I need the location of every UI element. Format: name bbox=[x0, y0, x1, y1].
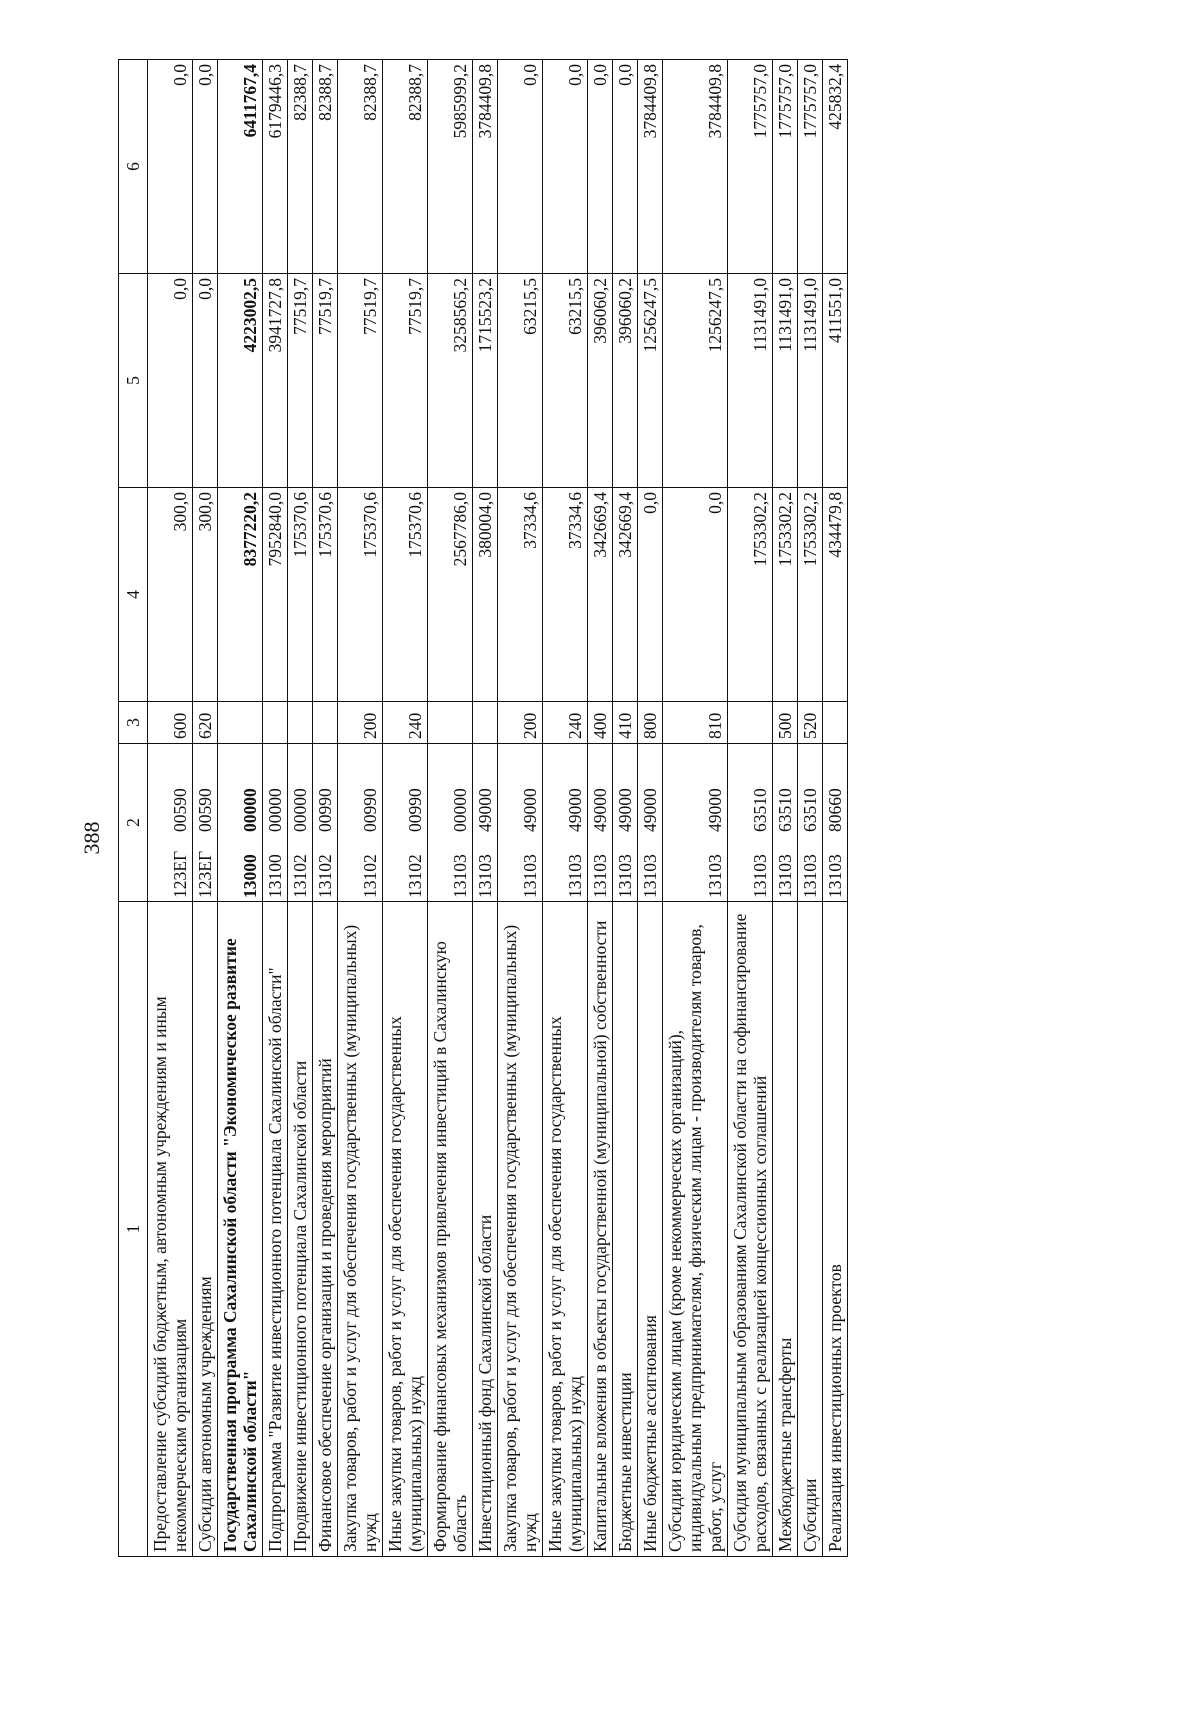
row-code-cell bbox=[543, 744, 588, 902]
row-value-col6: 3784409,8 bbox=[473, 60, 498, 274]
row-name-cell: Закупка товаров, работ и услуг для обеспечения государственных (муниципальных) нужд bbox=[498, 902, 543, 1557]
row-value-col5: 4223002,5 bbox=[218, 274, 263, 488]
row-value-col4: 175370,6 bbox=[313, 488, 338, 702]
row-code-cell bbox=[263, 744, 288, 902]
rotated-table-container bbox=[118, 60, 1078, 1557]
table-row bbox=[263, 60, 288, 1557]
row-value-col6: 0,0 bbox=[148, 60, 193, 274]
table-body bbox=[119, 60, 848, 1557]
code-part-b: 00590 bbox=[195, 788, 215, 832]
row-value-col6: 3784409,8 bbox=[663, 60, 728, 274]
row-code-cell bbox=[428, 744, 473, 902]
code-part-b: 49000 bbox=[640, 788, 660, 832]
code-part-a: 13103 bbox=[475, 854, 495, 898]
row-name-cell: Бюджетные инвестиции bbox=[613, 902, 638, 1557]
code-part-b: 49000 bbox=[565, 788, 585, 832]
table-row bbox=[428, 60, 473, 1557]
row-value-col4: 37334,6 bbox=[498, 488, 543, 702]
row-type-cell bbox=[823, 702, 848, 744]
row-value-col6: 6179446,3 bbox=[263, 60, 288, 274]
row-value-col5: 77519,7 bbox=[288, 274, 313, 488]
table-row bbox=[798, 60, 823, 1557]
table-row bbox=[638, 60, 663, 1557]
code-part-b: 63510 bbox=[775, 788, 795, 832]
row-name-cell: Финансовое обеспечение организации и проведения мероприятий bbox=[313, 902, 338, 1557]
row-value-col4: 175370,6 bbox=[288, 488, 313, 702]
row-value-col5: 1256247,5 bbox=[638, 274, 663, 488]
row-value-col6: 1775757,0 bbox=[728, 60, 773, 274]
code-part-a: 13103 bbox=[520, 854, 540, 898]
code-part-b: 00990 bbox=[315, 788, 335, 832]
row-name-cell: Межбюджетные трансферты bbox=[773, 902, 798, 1557]
row-name-cell: Субсидии автономным учреждениям bbox=[193, 902, 218, 1557]
code-part-a: 13103 bbox=[590, 854, 610, 898]
row-value-col6: 0,0 bbox=[588, 60, 613, 274]
code-part-a: 123ЕГ bbox=[195, 850, 215, 898]
row-code-cell bbox=[148, 744, 193, 902]
row-code-cell bbox=[193, 744, 218, 902]
code-part-a: 13100 bbox=[265, 854, 285, 898]
row-type-cell bbox=[263, 702, 288, 744]
row-type-cell: 600 bbox=[148, 702, 193, 744]
header-row bbox=[119, 60, 148, 1557]
table-row bbox=[588, 60, 613, 1557]
row-value-col4: 342669,4 bbox=[613, 488, 638, 702]
row-value-col5: 1131491,0 bbox=[773, 274, 798, 488]
code-part-b: 00000 bbox=[450, 788, 470, 832]
row-code-cell bbox=[218, 744, 263, 902]
row-value-col5: 3941727,8 bbox=[263, 274, 288, 488]
code-part-b: 49000 bbox=[475, 788, 495, 832]
table-row bbox=[383, 60, 428, 1557]
row-value-col5: 411551,0 bbox=[823, 274, 848, 488]
row-name-cell: Государственная программа Сахалинской области "Экономическое развитие Сахалинской области" bbox=[218, 902, 263, 1557]
row-name-cell: Субсидии bbox=[798, 902, 823, 1557]
code-part-a: 13103 bbox=[450, 854, 470, 898]
code-part-b: 49000 bbox=[520, 788, 540, 832]
row-value-col6: 0,0 bbox=[543, 60, 588, 274]
row-value-col5: 77519,7 bbox=[338, 274, 383, 488]
row-value-col6: 425832,4 bbox=[823, 60, 848, 274]
row-value-col4: 175370,6 bbox=[383, 488, 428, 702]
row-value-col5: 396060,2 bbox=[613, 274, 638, 488]
row-value-col6: 1775757,0 bbox=[798, 60, 823, 274]
row-type-cell: 400 bbox=[588, 702, 613, 744]
table-row bbox=[613, 60, 638, 1557]
code-part-a: 13000 bbox=[240, 854, 260, 898]
row-value-col4: 1753302,2 bbox=[773, 488, 798, 702]
header-cell: 1 bbox=[119, 902, 148, 1557]
row-value-col6: 0,0 bbox=[193, 60, 218, 274]
row-value-col6: 6411767,4 bbox=[218, 60, 263, 274]
row-value-col6: 0,0 bbox=[498, 60, 543, 274]
code-part-a: 13103 bbox=[640, 854, 660, 898]
code-part-b: 00000 bbox=[265, 788, 285, 832]
row-value-col6: 0,0 bbox=[613, 60, 638, 274]
row-type-cell: 620 bbox=[193, 702, 218, 744]
row-name-cell: Иные закупки товаров, работ и услуг для обеспечения государственных (муниципальных) нужд bbox=[383, 902, 428, 1557]
code-part-b: 00000 bbox=[290, 788, 310, 832]
row-type-cell: 810 bbox=[663, 702, 728, 744]
row-name-cell: Капитальные вложения в объекты государственной (муниципальной) собственности bbox=[588, 902, 613, 1557]
row-value-col6: 1775757,0 bbox=[773, 60, 798, 274]
row-value-col4: 0,0 bbox=[638, 488, 663, 702]
table-row bbox=[498, 60, 543, 1557]
header-cell: 6 bbox=[119, 60, 148, 274]
table-row bbox=[823, 60, 848, 1557]
row-type-cell bbox=[728, 702, 773, 744]
table-row bbox=[663, 60, 728, 1557]
table-row bbox=[193, 60, 218, 1557]
code-part-a: 13103 bbox=[800, 854, 820, 898]
row-value-col6: 82388,7 bbox=[313, 60, 338, 274]
code-part-a: 13102 bbox=[360, 854, 380, 898]
row-code-cell bbox=[498, 744, 543, 902]
row-name-cell: Формирование финансовых механизмов привлечения инвестиций в Сахалинскую область bbox=[428, 902, 473, 1557]
row-type-cell: 200 bbox=[338, 702, 383, 744]
table-row bbox=[543, 60, 588, 1557]
row-value-col4: 0,0 bbox=[663, 488, 728, 702]
code-part-b: 00990 bbox=[405, 788, 425, 832]
row-value-col5: 63215,5 bbox=[543, 274, 588, 488]
header-cell: 4 bbox=[119, 488, 148, 702]
row-value-col6: 82388,7 bbox=[383, 60, 428, 274]
row-value-col4: 2567786,0 bbox=[428, 488, 473, 702]
row-value-col6: 82388,7 bbox=[338, 60, 383, 274]
row-code-cell bbox=[383, 744, 428, 902]
row-code-cell bbox=[313, 744, 338, 902]
code-part-b: 80660 bbox=[825, 788, 845, 832]
row-value-col5: 3258565,2 bbox=[428, 274, 473, 488]
row-value-col5: 0,0 bbox=[193, 274, 218, 488]
row-value-col5: 77519,7 bbox=[383, 274, 428, 488]
code-part-a: 13103 bbox=[565, 854, 585, 898]
row-value-col4: 434479,8 bbox=[823, 488, 848, 702]
row-value-col4: 342669,4 bbox=[588, 488, 613, 702]
code-part-a: 13103 bbox=[775, 854, 795, 898]
code-part-b: 63510 bbox=[800, 788, 820, 832]
header-cell: 2 bbox=[119, 744, 148, 902]
row-value-col4: 37334,6 bbox=[543, 488, 588, 702]
code-part-b: 49000 bbox=[615, 788, 635, 832]
row-value-col4: 1753302,2 bbox=[728, 488, 773, 702]
row-value-col4: 380004,0 bbox=[473, 488, 498, 702]
table-row bbox=[313, 60, 338, 1557]
code-part-a: 13103 bbox=[825, 854, 845, 898]
header-cell: 3 bbox=[119, 702, 148, 744]
row-code-cell bbox=[338, 744, 383, 902]
code-part-b: 49000 bbox=[705, 788, 725, 832]
code-part-a: 13103 bbox=[615, 854, 635, 898]
row-value-col4: 300,0 bbox=[148, 488, 193, 702]
table-row bbox=[338, 60, 383, 1557]
row-value-col6: 82388,7 bbox=[288, 60, 313, 274]
code-part-a: 13102 bbox=[315, 854, 335, 898]
row-code-cell bbox=[288, 744, 313, 902]
row-name-cell: Субсидии юридическим лицам (кроме некоммерческих организаций), индивидуальным предпринимателям, физическим лицам - производителям товаров, работ, услуг bbox=[663, 902, 728, 1557]
page-number: 388 bbox=[79, 821, 104, 855]
row-type-cell: 240 bbox=[543, 702, 588, 744]
row-value-col4: 8377220,2 bbox=[218, 488, 263, 702]
row-value-col6: 3784409,8 bbox=[638, 60, 663, 274]
code-part-b: 00590 bbox=[170, 788, 190, 832]
row-code-cell bbox=[798, 744, 823, 902]
row-code-cell bbox=[638, 744, 663, 902]
row-code-cell bbox=[663, 744, 728, 902]
code-part-a: 13102 bbox=[405, 854, 425, 898]
code-part-b: 63510 bbox=[750, 788, 770, 832]
row-type-cell: 200 bbox=[498, 702, 543, 744]
row-value-col5: 1256247,5 bbox=[663, 274, 728, 488]
row-code-cell bbox=[588, 744, 613, 902]
row-name-cell: Инвестиционный фонд Сахалинской области bbox=[473, 902, 498, 1557]
table-row bbox=[728, 60, 773, 1557]
code-part-a: 123ЕГ bbox=[170, 850, 190, 898]
code-part-b: 00000 bbox=[240, 788, 260, 832]
row-value-col5: 77519,7 bbox=[313, 274, 338, 488]
row-code-cell bbox=[613, 744, 638, 902]
row-name-cell: Реализация инвестиционных проектов bbox=[823, 902, 848, 1557]
row-name-cell: Подпрограмма "Развитие инвестиционного потенциала Сахалинской области" bbox=[263, 902, 288, 1557]
row-value-col4: 300,0 bbox=[193, 488, 218, 702]
table-row bbox=[218, 60, 263, 1557]
row-type-cell: 500 bbox=[773, 702, 798, 744]
code-part-b: 49000 bbox=[590, 788, 610, 832]
row-type-cell bbox=[428, 702, 473, 744]
row-type-cell: 520 bbox=[798, 702, 823, 744]
row-code-cell bbox=[773, 744, 798, 902]
row-value-col5: 396060,2 bbox=[588, 274, 613, 488]
row-type-cell bbox=[288, 702, 313, 744]
table-row bbox=[473, 60, 498, 1557]
row-value-col5: 1131491,0 bbox=[798, 274, 823, 488]
row-name-cell: Иные закупки товаров, работ и услуг для обеспечения государственных (муниципальных) нужд bbox=[543, 902, 588, 1557]
row-name-cell: Субсидия муниципальным образованиям Сахалинской области на софинансирование расходов, связанных с реализацией концессионных соглашений bbox=[728, 902, 773, 1557]
table-row bbox=[288, 60, 313, 1557]
row-name-cell: Закупка товаров, работ и услуг для обеспечения государственных (муниципальных) нужд bbox=[338, 902, 383, 1557]
row-type-cell: 240 bbox=[383, 702, 428, 744]
row-code-cell bbox=[823, 744, 848, 902]
row-type-cell: 800 bbox=[638, 702, 663, 744]
row-code-cell bbox=[473, 744, 498, 902]
code-part-a: 13103 bbox=[705, 854, 725, 898]
row-value-col5: 1131491,0 bbox=[728, 274, 773, 488]
row-value-col5: 1715523,2 bbox=[473, 274, 498, 488]
header-cell: 5 bbox=[119, 274, 148, 488]
row-value-col4: 7952840,0 bbox=[263, 488, 288, 702]
row-type-cell: 410 bbox=[613, 702, 638, 744]
code-part-a: 13102 bbox=[290, 854, 310, 898]
row-value-col5: 63215,5 bbox=[498, 274, 543, 488]
row-name-cell: Продвижение инвестиционного потенциала Сахалинской области bbox=[288, 902, 313, 1557]
row-type-cell bbox=[218, 702, 263, 744]
code-part-b: 00990 bbox=[360, 788, 380, 832]
row-name-cell: Предоставление субсидий бюджетным, автономным учреждениям и иным некоммерческим организациям bbox=[148, 902, 193, 1557]
row-value-col4: 1753302,2 bbox=[798, 488, 823, 702]
table-row bbox=[773, 60, 798, 1557]
row-code-cell bbox=[728, 744, 773, 902]
budget-table bbox=[118, 59, 848, 1557]
row-type-cell bbox=[473, 702, 498, 744]
table-row bbox=[148, 60, 193, 1557]
row-value-col5: 0,0 bbox=[148, 274, 193, 488]
code-part-a: 13103 bbox=[750, 854, 770, 898]
row-name-cell: Иные бюджетные ассигнования bbox=[638, 902, 663, 1557]
row-value-col6: 5985999,2 bbox=[428, 60, 473, 274]
row-value-col4: 175370,6 bbox=[338, 488, 383, 702]
row-type-cell bbox=[313, 702, 338, 744]
